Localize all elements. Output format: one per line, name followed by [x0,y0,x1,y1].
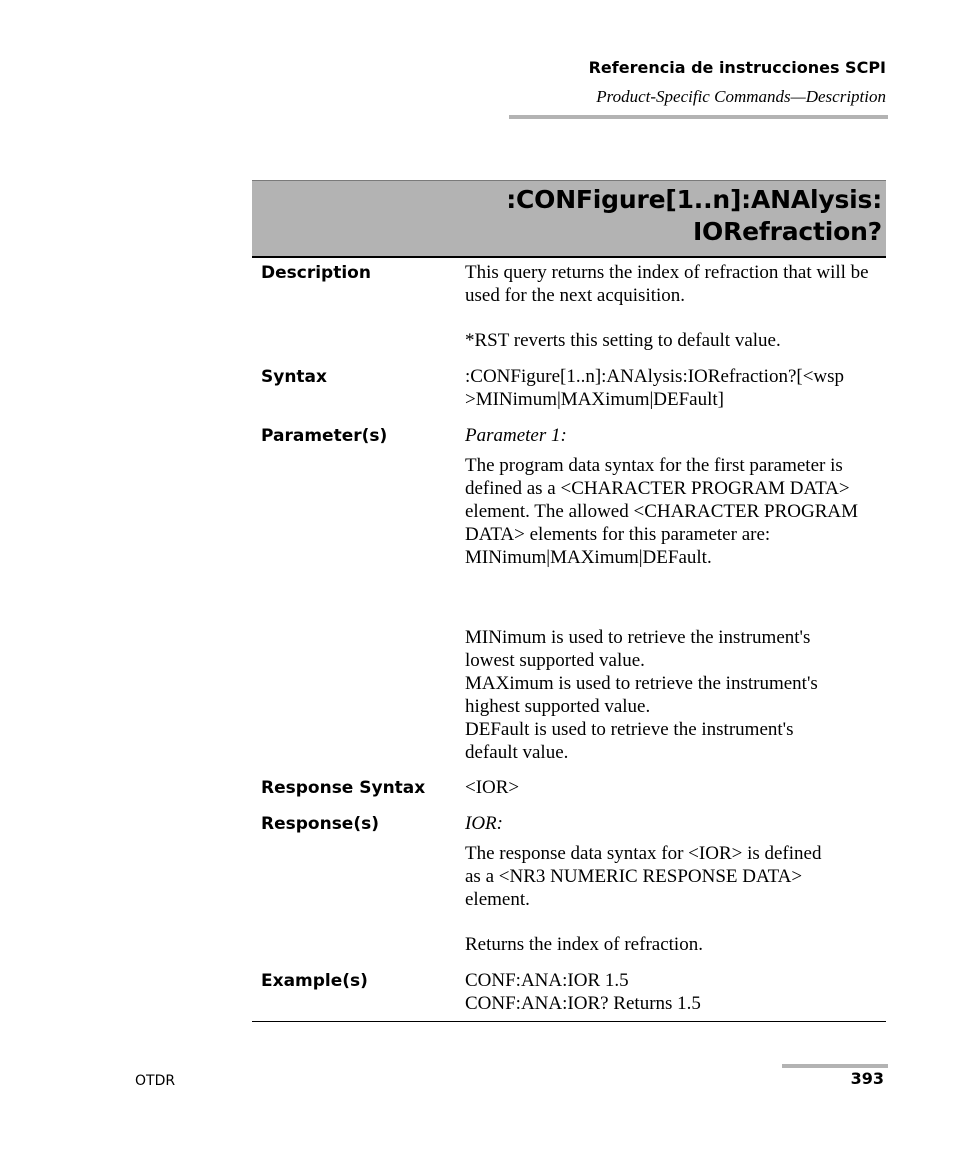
running-header-title: Referencia de instrucciones SCPI [588,58,886,77]
command-title: :CONFigure[1..n]:ANAlysis: IORefraction? [506,185,882,246]
examples-text: CONF:ANA:IOR 1.5 CONF:ANA:IOR? Returns 1.5 [465,970,701,1014]
running-header [589,57,886,108]
command-banner [252,180,886,258]
syntax-label: Syntax [261,367,327,387]
header-rule [509,115,888,119]
responses-label: Response(s) [261,814,379,834]
page-number: 393 [850,1069,884,1088]
description-label: Description [261,263,371,283]
response-note: Returns the index of refraction. [465,934,703,955]
parameter-detail: MINimum is used to retrieve the instrument's lowest supported value. MAXimum is used to retrieve the instrument's highest supported value. DEFault is used to retrieve the instrument's default value. [465,627,818,763]
syntax-text: :CONFigure[1..n]:ANAlysis:IORefraction?[<wsp >MINimum|MAXimum|DEFault] [465,366,845,410]
footer-rule [782,1064,888,1068]
running-header-subtitle: Product-Specific Commands—Description [596,87,886,106]
parameter-text: The program data syntax for the first parameter is defined as a <CHARACTER PROGRAM DATA> element. The allowed <CHARACTER PROGRAM DATA> elements for this parameter are: MINimum|MAXimum|DEFault. [465,455,858,568]
parameter-name: Parameter 1: [465,425,567,446]
table-bottom-rule [252,1021,886,1022]
response-text: The response data syntax for <IOR> is defined as a <NR3 NUMERIC RESPONSE DATA> element. [465,843,822,910]
response-syntax-text: <IOR> [465,777,520,798]
examples-label: Example(s) [261,971,368,991]
description-note: *RST reverts this setting to default value. [465,330,781,351]
description-text: This query returns the index of refraction that will be used for the next acquisition. [465,262,869,306]
parameters-label: Parameter(s) [261,426,388,446]
footer-product: OTDR [135,1073,176,1089]
response-syntax-label: Response Syntax [261,778,426,798]
response-name: IOR: [465,813,503,834]
